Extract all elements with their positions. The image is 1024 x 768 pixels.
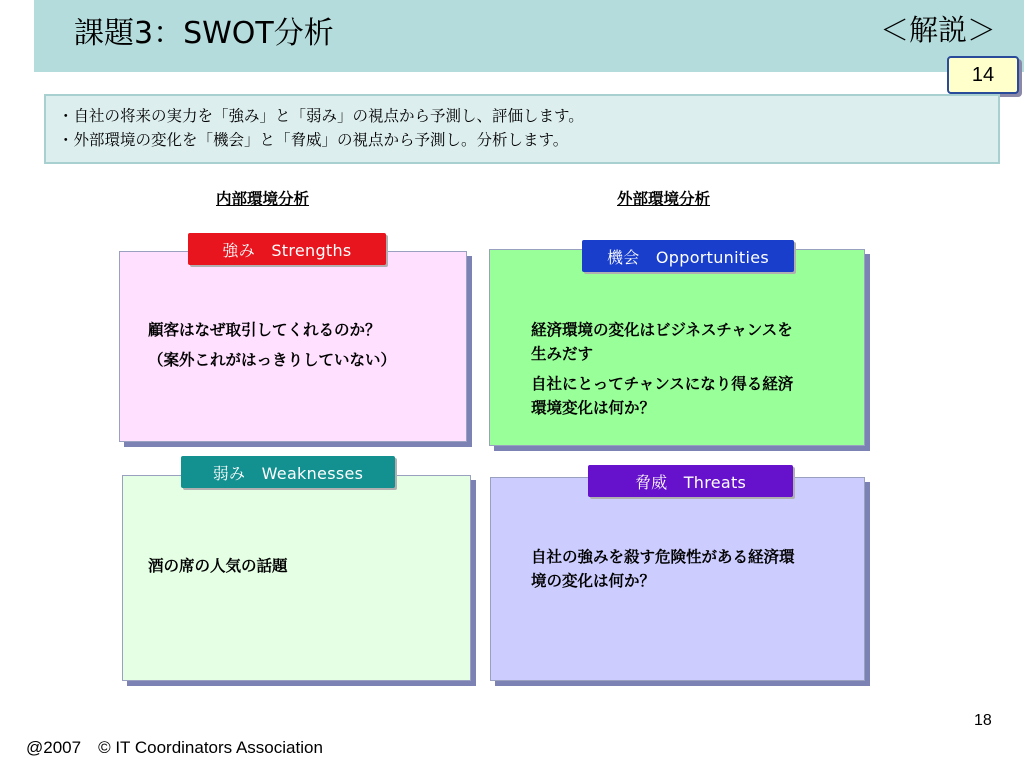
- weaknesses-text: [148, 554, 408, 578]
- weaknesses-topic: 酒の席の人気の話題: [148, 557, 288, 575]
- intro-line: ・自社の将来の実力を「強み」と「弱み」の視点から予測し、評価します。: [58, 107, 584, 125]
- strengths-panel: [119, 251, 467, 442]
- opportunities-label: 機会 Opportunities: [582, 240, 794, 272]
- threats-text: [531, 545, 809, 593]
- strengths-note: （案外これがはっきりしていない）: [148, 351, 397, 369]
- threats-panel: [490, 477, 865, 681]
- opportunities-point-2: 自社にとってチャンスになり得る経済環境変化は何か？: [531, 375, 794, 417]
- strengths-question: 顧客はなぜ取引してくれるのか？: [148, 321, 381, 339]
- slide-title: 課題3：SWOT分析: [74, 16, 334, 51]
- page-badge: 14: [947, 56, 1019, 94]
- threats-label: 脅威 Threats: [588, 465, 793, 497]
- external-analysis-heading: 外部環境分析: [617, 190, 711, 208]
- opportunities-point-1: 経済環境の変化はビジネスチャンスを生みだす: [531, 321, 793, 363]
- internal-analysis-heading: 内部環境分析: [216, 190, 310, 208]
- intro-box: [44, 94, 1000, 164]
- slide-subtitle: ＜解説＞: [879, 13, 996, 47]
- title-bar: [34, 0, 1024, 72]
- strengths-text: [148, 318, 398, 372]
- weaknesses-panel: [122, 475, 471, 681]
- page-number: 18: [974, 712, 992, 729]
- weaknesses-label: 弱み Weaknesses: [181, 456, 395, 488]
- opportunities-text: [531, 318, 806, 420]
- intro-line: ・外部環境の変化を「機会」と「脅威」の視点から予測し。分析します。: [58, 131, 569, 149]
- opportunities-panel: [489, 249, 865, 446]
- copyright-notice: @2007 © IT Coordinators Association: [26, 738, 323, 757]
- threats-question: 自社の強みを殺す危険性がある経済環境の変化は何か？: [531, 548, 795, 590]
- strengths-label: 強み Strengths: [188, 233, 386, 265]
